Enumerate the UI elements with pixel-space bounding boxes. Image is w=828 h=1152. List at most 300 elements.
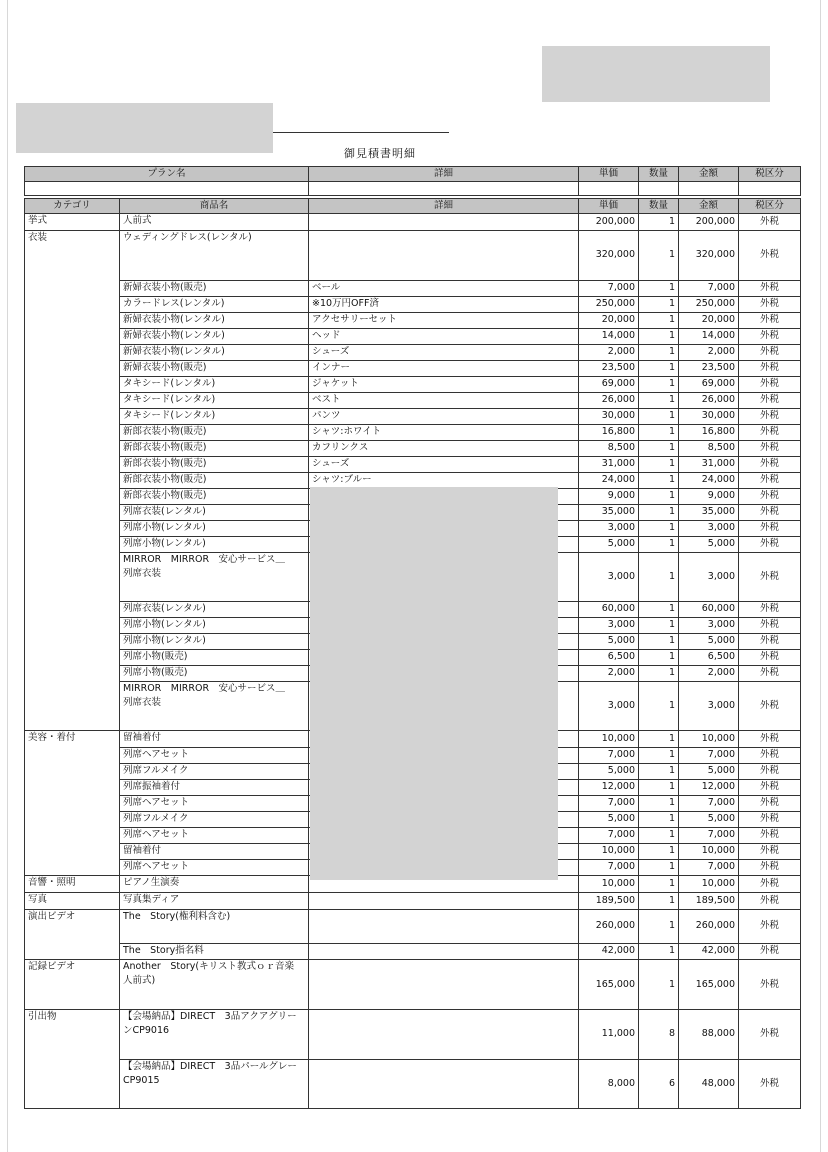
- unit-price-cell: 12,000: [579, 779, 639, 795]
- product-cell: 新郎衣装小物(販売): [120, 488, 309, 504]
- category-cell: [25, 456, 120, 472]
- tax-cell: 外税: [739, 344, 801, 360]
- amount-cell: 88,000: [679, 1010, 739, 1060]
- table-row: [25, 214, 801, 231]
- product-cell: 列席小物(レンタル): [120, 617, 309, 633]
- detail-cell: [309, 1059, 579, 1109]
- product-cell: 留袖着付: [120, 731, 309, 748]
- quantity-cell: 1: [639, 536, 679, 552]
- plan-unit-price-header: 単価: [579, 167, 639, 182]
- tax-cell: 外税: [739, 376, 801, 392]
- detail-cell: [309, 943, 579, 960]
- unit-price-cell: 8,500: [579, 440, 639, 456]
- table-row: [25, 893, 801, 910]
- tax-cell: 外税: [739, 552, 801, 601]
- category-cell: [25, 763, 120, 779]
- quantity-cell: 1: [639, 408, 679, 424]
- redacted-detail-area: [310, 487, 558, 880]
- detail-cell: ジャケット: [309, 376, 579, 392]
- quantity-cell: 1: [639, 859, 679, 876]
- plan-tax-header: 税区分: [739, 167, 801, 182]
- quantity-cell: 1: [639, 811, 679, 827]
- table-row: [25, 360, 801, 376]
- product-cell: 列席フルメイク: [120, 811, 309, 827]
- redacted-header-left: [16, 103, 273, 153]
- category-cell: [25, 779, 120, 795]
- plan-detail-header: 詳細: [309, 167, 579, 182]
- detail-cell: [309, 960, 579, 1010]
- product-cell: 列席ヘアセット: [120, 859, 309, 876]
- unit-price-cell: 3,000: [579, 520, 639, 536]
- detail-cell: ヘッド: [309, 328, 579, 344]
- category-cell: [25, 328, 120, 344]
- unit-price-cell: 5,000: [579, 811, 639, 827]
- product-cell: 【会場納品】DIRECT 3品アクアグリー ンCP9016: [120, 1010, 309, 1060]
- amount-cell: 5,000: [679, 811, 739, 827]
- unit-price-cell: 24,000: [579, 472, 639, 488]
- tax-cell: 外税: [739, 876, 801, 893]
- product-cell: 列席ヘアセット: [120, 747, 309, 763]
- product-cell: 列席小物(レンタル): [120, 520, 309, 536]
- tax-cell: 外税: [739, 520, 801, 536]
- amount-cell: 6,500: [679, 649, 739, 665]
- product-cell: 列席振袖着付: [120, 779, 309, 795]
- tax-cell: 外税: [739, 681, 801, 731]
- product-cell: 新婦衣装小物(レンタル): [120, 344, 309, 360]
- category-header: カテゴリ: [25, 199, 120, 214]
- category-cell: [25, 681, 120, 731]
- detail-cell: [309, 893, 579, 910]
- quantity-cell: 1: [639, 617, 679, 633]
- product-cell: 列席ヘアセット: [120, 795, 309, 811]
- amount-cell: 7,000: [679, 795, 739, 811]
- category-cell: [25, 649, 120, 665]
- product-cell: MIRROR MIRROR 安心サービス＿ 列席衣装: [120, 681, 309, 731]
- amount-cell: 16,800: [679, 424, 739, 440]
- product-cell: 【会場納品】DIRECT 3品パールグレー CP9015: [120, 1059, 309, 1109]
- detail-cell: シャツ:ホワイト: [309, 424, 579, 440]
- product-cell: The Story(権利料含む): [120, 910, 309, 944]
- tax-cell: 外税: [739, 779, 801, 795]
- tax-cell: 外税: [739, 943, 801, 960]
- amount-cell: 3,000: [679, 681, 739, 731]
- quantity-cell: 1: [639, 681, 679, 731]
- product-cell: 列席小物(販売): [120, 665, 309, 681]
- quantity-cell: 1: [639, 943, 679, 960]
- amount-cell: 10,000: [679, 843, 739, 859]
- quantity-cell: 1: [639, 910, 679, 944]
- quantity-cell: 1: [639, 795, 679, 811]
- product-cell: 新婦衣装小物(販売): [120, 360, 309, 376]
- tax-cell: 外税: [739, 440, 801, 456]
- quantity-cell: 1: [639, 893, 679, 910]
- unit-price-cell: 3,000: [579, 617, 639, 633]
- unit-price-cell: 23,500: [579, 360, 639, 376]
- detail-cell: [309, 231, 579, 281]
- product-cell: 列席小物(レンタル): [120, 536, 309, 552]
- product-cell: 新郎衣装小物(販売): [120, 456, 309, 472]
- amount-cell: 189,500: [679, 893, 739, 910]
- product-cell: Another Story(キリスト教式ｏｒ音楽 人前式): [120, 960, 309, 1010]
- tax-cell: 外税: [739, 910, 801, 944]
- category-cell: 写真: [25, 893, 120, 910]
- category-cell: [25, 344, 120, 360]
- category-cell: [25, 376, 120, 392]
- title-underline: [273, 132, 449, 133]
- tax-cell: 外税: [739, 328, 801, 344]
- product-cell: 人前式: [120, 214, 309, 231]
- category-cell: [25, 601, 120, 617]
- product-cell: 列席小物(レンタル): [120, 633, 309, 649]
- amount-cell: 2,000: [679, 665, 739, 681]
- unit-price-cell: 10,000: [579, 843, 639, 859]
- category-cell: [25, 536, 120, 552]
- amount-cell: 10,000: [679, 731, 739, 748]
- quantity-cell: 1: [639, 488, 679, 504]
- quantity-cell: 1: [639, 344, 679, 360]
- tax-cell: 外税: [739, 231, 801, 281]
- table-row: [25, 280, 801, 296]
- amount-cell: 7,000: [679, 747, 739, 763]
- unit-price-cell: 7,000: [579, 747, 639, 763]
- amount-cell: 35,000: [679, 504, 739, 520]
- table-row: [25, 943, 801, 960]
- tax-cell: 外税: [739, 392, 801, 408]
- quantity-cell: 1: [639, 633, 679, 649]
- amount-cell: 42,000: [679, 943, 739, 960]
- plan-empty-row: [25, 182, 801, 196]
- unit-price-cell: 42,000: [579, 943, 639, 960]
- amount-cell: 14,000: [679, 328, 739, 344]
- table-row: [25, 376, 801, 392]
- tax-cell: 外税: [739, 312, 801, 328]
- tax-cell: 外税: [739, 280, 801, 296]
- category-cell: 演出ビデオ: [25, 910, 120, 944]
- tax-cell: 外税: [739, 795, 801, 811]
- amount-cell: 8,500: [679, 440, 739, 456]
- category-cell: [25, 360, 120, 376]
- table-row: [25, 472, 801, 488]
- category-cell: [25, 827, 120, 843]
- category-cell: 記録ビデオ: [25, 960, 120, 1010]
- unit-price-header: 単価: [579, 199, 639, 214]
- quantity-cell: 1: [639, 456, 679, 472]
- document-title: 御見積書明細: [344, 147, 416, 160]
- detail-cell: シャツ:ブルー: [309, 472, 579, 488]
- detail-cell: カフリンクス: [309, 440, 579, 456]
- detail-header: 詳細: [309, 199, 579, 214]
- product-cell: 新郎衣装小物(販売): [120, 472, 309, 488]
- unit-price-cell: 3,000: [579, 552, 639, 601]
- table-row: [25, 424, 801, 440]
- amount-cell: 260,000: [679, 910, 739, 944]
- unit-price-cell: 6,500: [579, 649, 639, 665]
- category-cell: [25, 795, 120, 811]
- quantity-cell: 8: [639, 1010, 679, 1060]
- category-cell: 美容・着付: [25, 731, 120, 748]
- product-cell: 新婦衣装小物(レンタル): [120, 328, 309, 344]
- tax-cell: 外税: [739, 488, 801, 504]
- quantity-cell: 1: [639, 960, 679, 1010]
- unit-price-cell: 7,000: [579, 280, 639, 296]
- quantity-cell: 1: [639, 296, 679, 312]
- amount-cell: 23,500: [679, 360, 739, 376]
- table-row: [25, 1059, 801, 1109]
- amount-cell: 20,000: [679, 312, 739, 328]
- unit-price-cell: 3,000: [579, 681, 639, 731]
- plan-header-row: [25, 167, 801, 182]
- amount-cell: 3,000: [679, 617, 739, 633]
- quantity-cell: 1: [639, 763, 679, 779]
- tax-cell: 外税: [739, 536, 801, 552]
- unit-price-cell: 69,000: [579, 376, 639, 392]
- detail-cell: パンツ: [309, 408, 579, 424]
- quantity-cell: 1: [639, 504, 679, 520]
- quantity-cell: 1: [639, 392, 679, 408]
- category-cell: [25, 633, 120, 649]
- category-cell: [25, 440, 120, 456]
- tax-cell: 外税: [739, 504, 801, 520]
- tax-cell: 外税: [739, 763, 801, 779]
- category-cell: 挙式: [25, 214, 120, 231]
- product-cell: 写真集ディア: [120, 893, 309, 910]
- product-cell: カラードレス(レンタル): [120, 296, 309, 312]
- unit-price-cell: 9,000: [579, 488, 639, 504]
- product-cell: 列席ヘアセット: [120, 827, 309, 843]
- quantity-cell: 1: [639, 360, 679, 376]
- table-row: [25, 231, 801, 281]
- tax-cell: 外税: [739, 424, 801, 440]
- unit-price-cell: 250,000: [579, 296, 639, 312]
- unit-price-cell: 31,000: [579, 456, 639, 472]
- quantity-cell: 1: [639, 731, 679, 748]
- tax-cell: 外税: [739, 617, 801, 633]
- product-cell: ピアノ生演奏: [120, 876, 309, 893]
- tax-cell: 外税: [739, 843, 801, 859]
- unit-price-cell: 7,000: [579, 795, 639, 811]
- category-cell: 引出物: [25, 1010, 120, 1060]
- unit-price-cell: 16,800: [579, 424, 639, 440]
- tax-cell: 外税: [739, 859, 801, 876]
- quantity-cell: 1: [639, 552, 679, 601]
- detail-cell: ※10万円OFF済: [309, 296, 579, 312]
- amount-cell: 26,000: [679, 392, 739, 408]
- tax-cell: 外税: [739, 649, 801, 665]
- product-cell: タキシード(レンタル): [120, 408, 309, 424]
- quantity-cell: 1: [639, 280, 679, 296]
- detail-cell: ベール: [309, 280, 579, 296]
- amount-cell: 30,000: [679, 408, 739, 424]
- quantity-cell: 1: [639, 649, 679, 665]
- quantity-cell: 1: [639, 779, 679, 795]
- tax-cell: 外税: [739, 408, 801, 424]
- category-cell: [25, 811, 120, 827]
- category-cell: [25, 843, 120, 859]
- tax-cell: 外税: [739, 472, 801, 488]
- table-row: [25, 960, 801, 1010]
- plan-table: [24, 166, 801, 196]
- quantity-cell: 6: [639, 1059, 679, 1109]
- detail-cell: インナー: [309, 360, 579, 376]
- category-cell: [25, 859, 120, 876]
- table-row: [25, 328, 801, 344]
- quantity-cell: 1: [639, 424, 679, 440]
- amount-cell: 2,000: [679, 344, 739, 360]
- unit-price-cell: 10,000: [579, 731, 639, 748]
- category-cell: [25, 488, 120, 504]
- category-cell: [25, 943, 120, 960]
- unit-price-cell: 165,000: [579, 960, 639, 1010]
- table-row: [25, 910, 801, 944]
- tax-header: 税区分: [739, 199, 801, 214]
- redacted-header-right: [542, 46, 770, 102]
- unit-price-cell: 5,000: [579, 536, 639, 552]
- unit-price-cell: 189,500: [579, 893, 639, 910]
- quantity-cell: 1: [639, 231, 679, 281]
- unit-price-cell: 5,000: [579, 763, 639, 779]
- tax-cell: 外税: [739, 731, 801, 748]
- category-cell: [25, 552, 120, 601]
- tax-cell: 外税: [739, 811, 801, 827]
- tax-cell: 外税: [739, 1059, 801, 1109]
- unit-price-cell: 20,000: [579, 312, 639, 328]
- tax-cell: 外税: [739, 1010, 801, 1060]
- amount-cell: 3,000: [679, 520, 739, 536]
- amount-cell: 69,000: [679, 376, 739, 392]
- amount-cell: 200,000: [679, 214, 739, 231]
- product-header: 商品名: [120, 199, 309, 214]
- product-cell: 列席小物(販売): [120, 649, 309, 665]
- tax-cell: 外税: [739, 960, 801, 1010]
- amount-cell: 60,000: [679, 601, 739, 617]
- unit-price-cell: 2,000: [579, 665, 639, 681]
- product-cell: タキシード(レンタル): [120, 392, 309, 408]
- unit-price-cell: 7,000: [579, 859, 639, 876]
- product-cell: ウェディングドレス(レンタル): [120, 231, 309, 281]
- tax-cell: 外税: [739, 296, 801, 312]
- product-cell: MIRROR MIRROR 安心サービス＿ 列席衣装: [120, 552, 309, 601]
- product-cell: 新郎衣装小物(販売): [120, 440, 309, 456]
- amount-cell: 9,000: [679, 488, 739, 504]
- category-cell: [25, 408, 120, 424]
- plan-amount-header: 金額: [679, 167, 739, 182]
- product-cell: 留袖着付: [120, 843, 309, 859]
- category-cell: [25, 392, 120, 408]
- category-cell: [25, 424, 120, 440]
- quantity-cell: 1: [639, 520, 679, 536]
- category-cell: [25, 747, 120, 763]
- amount-cell: 12,000: [679, 779, 739, 795]
- unit-price-cell: 320,000: [579, 231, 639, 281]
- amount-cell: 3,000: [679, 552, 739, 601]
- plan-name-header: プラン名: [25, 167, 309, 182]
- amount-cell: 31,000: [679, 456, 739, 472]
- unit-price-cell: 10,000: [579, 876, 639, 893]
- category-cell: 衣装: [25, 231, 120, 281]
- quantity-cell: 1: [639, 214, 679, 231]
- amount-cell: 7,000: [679, 827, 739, 843]
- product-cell: 列席衣装(レンタル): [120, 504, 309, 520]
- tax-cell: 外税: [739, 456, 801, 472]
- table-row: [25, 1010, 801, 1060]
- product-cell: タキシード(レンタル): [120, 376, 309, 392]
- amount-cell: 165,000: [679, 960, 739, 1010]
- table-row: [25, 312, 801, 328]
- unit-price-cell: 8,000: [579, 1059, 639, 1109]
- quantity-cell: 1: [639, 328, 679, 344]
- detail-cell: ベスト: [309, 392, 579, 408]
- category-cell: [25, 520, 120, 536]
- quantity-cell: 1: [639, 472, 679, 488]
- amount-cell: 5,000: [679, 633, 739, 649]
- quantity-cell: 1: [639, 312, 679, 328]
- product-cell: The Story指名料: [120, 943, 309, 960]
- table-row: [25, 344, 801, 360]
- quantity-cell: 1: [639, 747, 679, 763]
- amount-cell: 10,000: [679, 876, 739, 893]
- unit-price-cell: 11,000: [579, 1010, 639, 1060]
- unit-price-cell: 5,000: [579, 633, 639, 649]
- unit-price-cell: 26,000: [579, 392, 639, 408]
- table-row: [25, 296, 801, 312]
- quantity-header: 数量: [639, 199, 679, 214]
- unit-price-cell: 14,000: [579, 328, 639, 344]
- quantity-cell: 1: [639, 376, 679, 392]
- quantity-cell: 1: [639, 601, 679, 617]
- quantity-cell: 1: [639, 440, 679, 456]
- tax-cell: 外税: [739, 665, 801, 681]
- product-cell: 列席衣装(レンタル): [120, 601, 309, 617]
- tax-cell: 外税: [739, 893, 801, 910]
- product-cell: 新婦衣装小物(販売): [120, 280, 309, 296]
- table-row: [25, 440, 801, 456]
- unit-price-cell: 2,000: [579, 344, 639, 360]
- amount-cell: 320,000: [679, 231, 739, 281]
- tax-cell: 外税: [739, 214, 801, 231]
- category-cell: [25, 472, 120, 488]
- tax-cell: 外税: [739, 360, 801, 376]
- detail-cell: [309, 1010, 579, 1060]
- category-cell: [25, 312, 120, 328]
- unit-price-cell: 30,000: [579, 408, 639, 424]
- amount-cell: 7,000: [679, 859, 739, 876]
- product-cell: 新郎衣装小物(販売): [120, 424, 309, 440]
- category-cell: [25, 280, 120, 296]
- detail-cell: [309, 910, 579, 944]
- detail-cell: シューズ: [309, 344, 579, 360]
- amount-header: 金額: [679, 199, 739, 214]
- amount-cell: 250,000: [679, 296, 739, 312]
- product-cell: 列席フルメイク: [120, 763, 309, 779]
- tax-cell: 外税: [739, 747, 801, 763]
- unit-price-cell: 260,000: [579, 910, 639, 944]
- items-header-row: [25, 199, 801, 214]
- tax-cell: 外税: [739, 601, 801, 617]
- table-row: [25, 456, 801, 472]
- category-cell: [25, 617, 120, 633]
- unit-price-cell: 35,000: [579, 504, 639, 520]
- category-cell: [25, 665, 120, 681]
- category-cell: [25, 1059, 120, 1109]
- amount-cell: 48,000: [679, 1059, 739, 1109]
- category-cell: [25, 504, 120, 520]
- product-cell: 新婦衣装小物(レンタル): [120, 312, 309, 328]
- quantity-cell: 1: [639, 843, 679, 859]
- amount-cell: 5,000: [679, 763, 739, 779]
- plan-quantity-header: 数量: [639, 167, 679, 182]
- unit-price-cell: 200,000: [579, 214, 639, 231]
- unit-price-cell: 7,000: [579, 827, 639, 843]
